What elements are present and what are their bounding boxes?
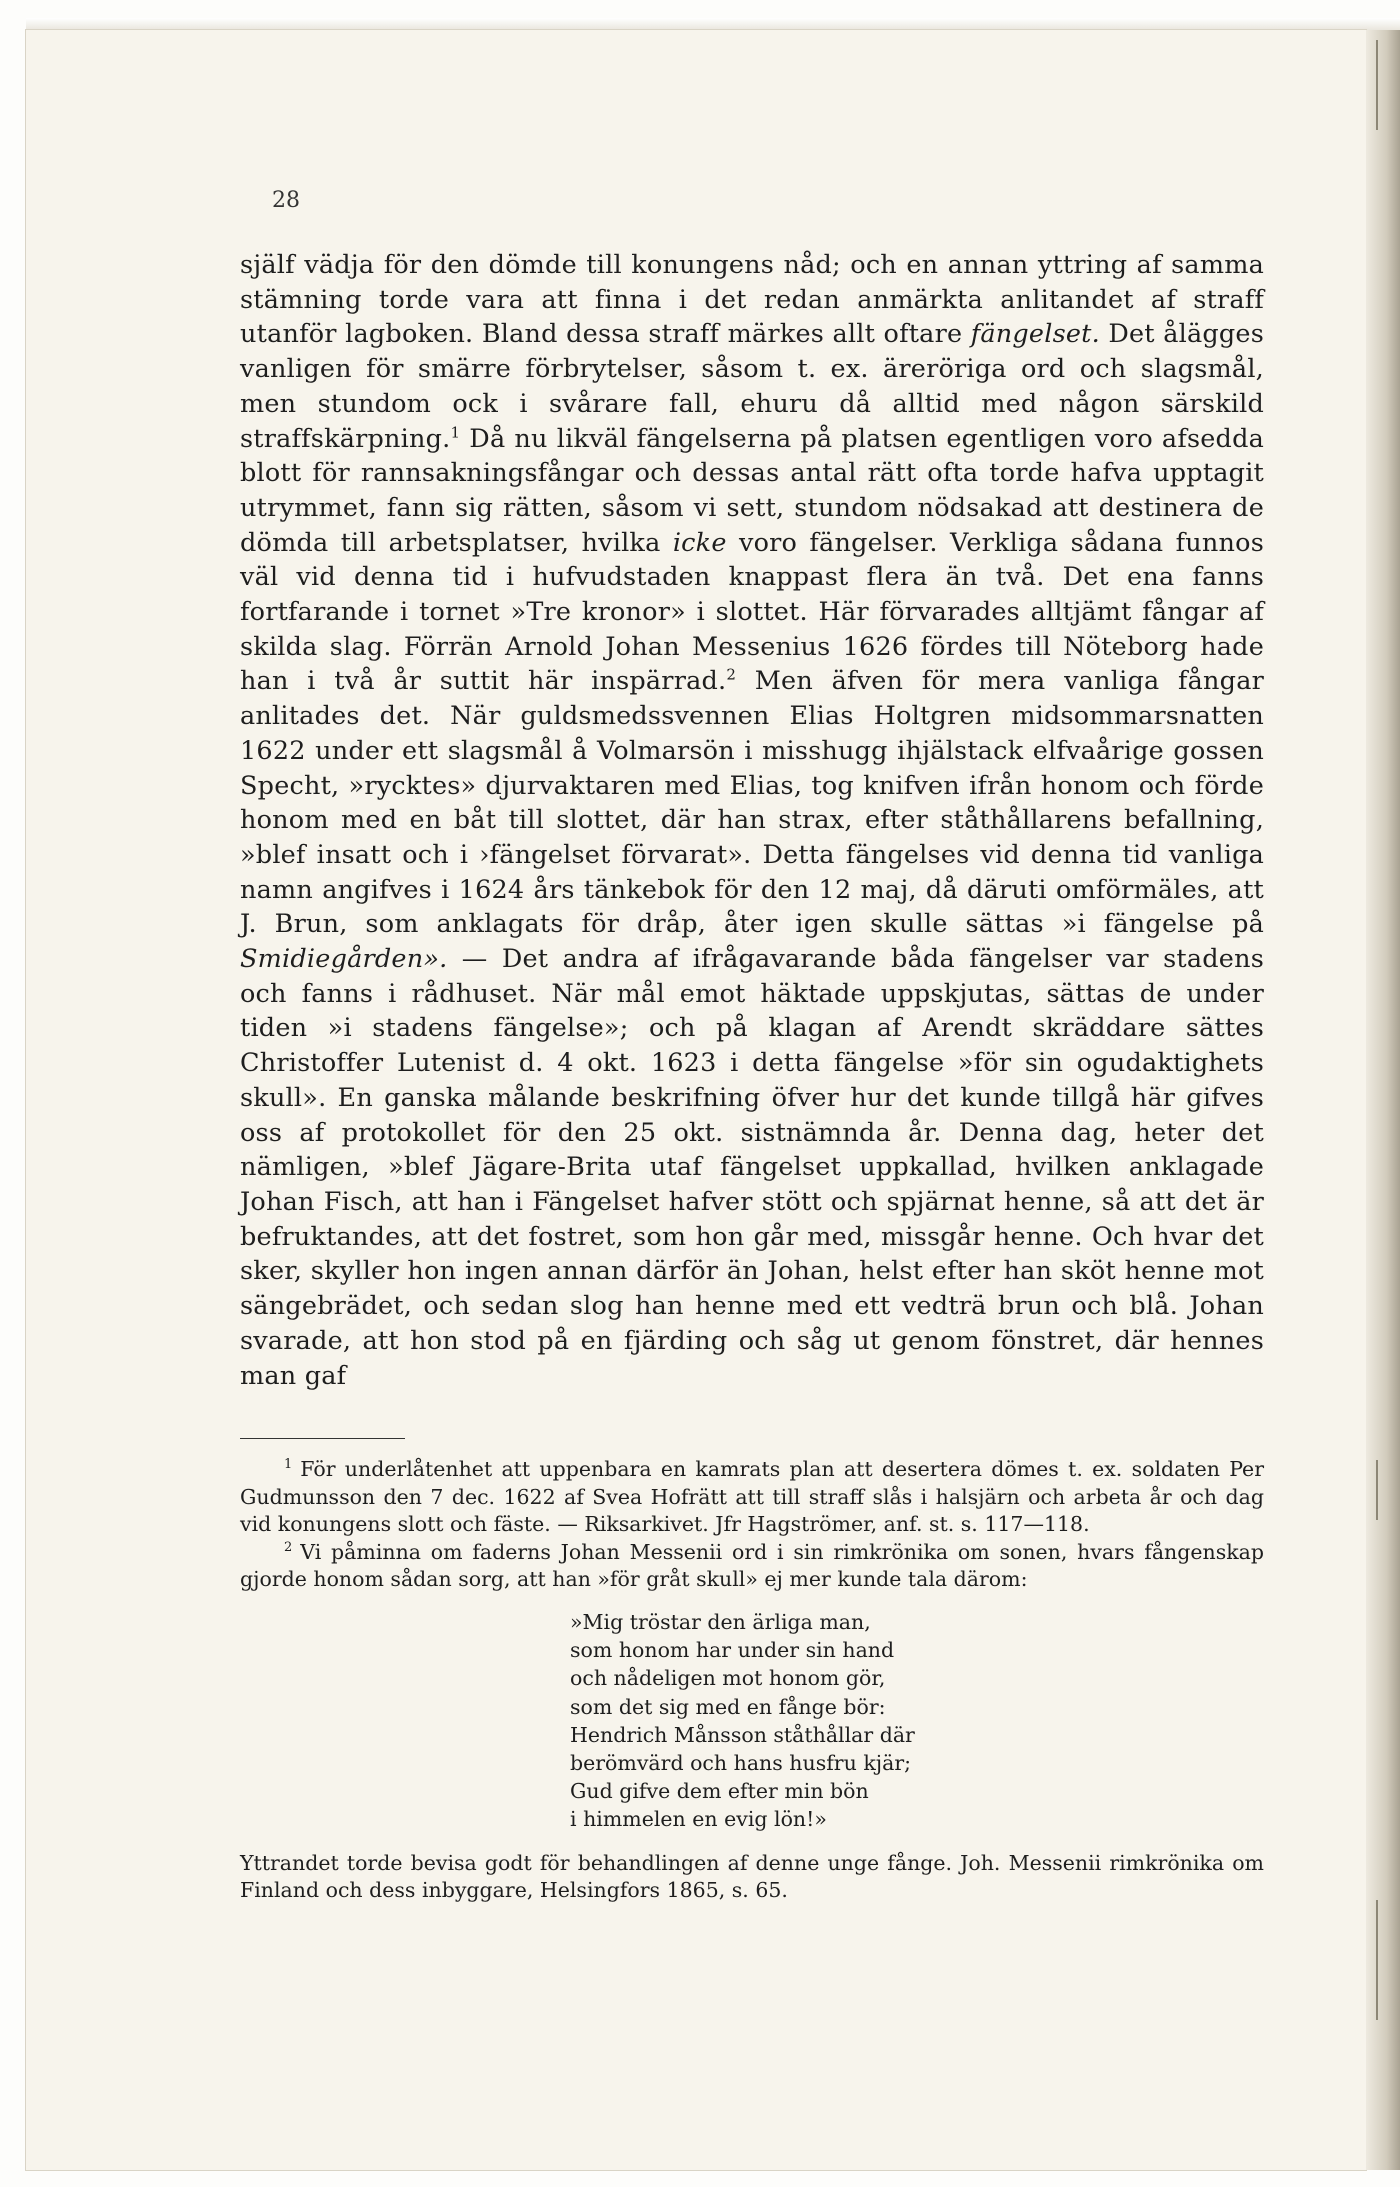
poem-line: som honom har under sin hand xyxy=(570,1638,895,1663)
footnote-text: Vi påminna om faderns Johan Messenii ord i sin rimkrönika om sonen, hvars fångenskap gjorde honom sådan sorg, att han »för gråt skull» ej mer kunde tala därom: xyxy=(240,1539,1264,1592)
footnote-reference[interactable]: 2 xyxy=(726,665,737,684)
poem-line: Gud gifve dem efter min bön xyxy=(570,1779,869,1804)
emphasis-text: icke xyxy=(672,527,727,558)
emphasis-text: fängelset. xyxy=(970,319,1100,350)
footnote-text: För underlåtenhet att uppenbara en kamrats plan att desertera dömes t. ex. soldaten Per Gudmunsson den 7 dec. 1622 af Svea Hofrätt att till straff slås i halsjärn och arbeta år och dag vid konungens slott och fäste. — Riksarkivet. Jfr Hagströmer, anf. st. s. 117—118. xyxy=(240,1457,1264,1537)
footnotes-section xyxy=(240,1456,1264,1905)
emphasis-text: Smidiegården». xyxy=(240,944,448,975)
footnote-number: 1 xyxy=(284,1457,293,1473)
edge-mark xyxy=(1376,1460,1378,1520)
poem-line: som det sig med en fånge bör: xyxy=(570,1694,886,1719)
page-number: 28 xyxy=(272,188,300,213)
paragraph-text: Men äfven för mera vanliga fångar anlitades det. När guldsmedssvennen Elias Holtgren midsommarsnatten 1622 under ett slagsmål å Volmarsön i misshugg ihjälstack elfvaårige gossen Specht, »rycktes» djurvaktaren med Elias, tog knifven ifrån honom och förde honom med en båt till slottet, där han strax, efter ståthållarens befallning, »blef insatt och i ›fängelset förvarat». Detta fängelses vid denna tid vanliga namn angifves i 1624 års tänkebok för den 12 maj, då däruti omförmäles, att J. Brun, som anklagats för dråp, åter igen skulle sättas »i fängelse på xyxy=(240,666,1264,940)
edge-mark xyxy=(1376,40,1378,130)
footnote-2 xyxy=(240,1539,1264,1594)
page-top-edge xyxy=(26,18,1400,30)
footnote-reference[interactable]: 1 xyxy=(450,423,461,442)
footnote-1 xyxy=(240,1456,1264,1539)
footnote-divider xyxy=(240,1438,405,1439)
edge-mark xyxy=(1376,1900,1378,2020)
paragraph-text: voro fängelser. Verkliga sådana funnos väl vid denna tid i hufvudstaden knappast flera än två. Det ena fanns fortfarande i tornet »Tre kronor» i slottet. Här förvarades alltjämt fångar af skilda slag. Förrän Arnold Johan Messenius 1626 fördes till Nöteborg hade han i två år suttit här inspärrad. xyxy=(240,527,1264,697)
main-text xyxy=(240,248,1264,1393)
poem-line: i himmelen en evig lön!» xyxy=(570,1807,827,1832)
poem-line: Hendrich Månsson ståthållar där xyxy=(570,1722,915,1747)
poem-quote xyxy=(570,1608,1264,1834)
paragraph-text: — Det andra af ifrågavarande båda fängelser var stadens och fanns i rådhuset. När mål emot häktade uppskjutas, sättas de under tiden »i stadens fängelse»; och på klagan af Arendt skräddare sättes Christoffer Lutenist d. 4 okt. 1623 i detta fängelse »för sin ogudaktighets skull». En ganska målande beskrifning öfver hur det kunde tillgå här gifves oss af protokollet för den 25 okt. sistnämnda år. Denna dag, heter det nämligen, »blef Jägare-Brita utaf fängelset uppkallad, hvilken anklagade Johan Fisch, att han i Fängelset hafver stött och spjärnat henne, så att det är befruktandes, att det fostret, som hon går med, missgår henne. Och hvar det sker, skyller hon ingen annan därför än Johan, helst efter han sköt henne mot sängebrädet, och sedan slog han henne med ett vedträ brun och blå. Johan svarade, att hon stod på en fjärding och såg ut genom fönstret, där hennes man gaf xyxy=(240,944,1264,1391)
poem-line: berömvärd och hans husfru kjär; xyxy=(570,1750,912,1775)
page-right-edge xyxy=(1366,30,1400,2170)
footnote-number: 2 xyxy=(284,1539,293,1555)
poem-line: »Mig tröstar den ärliga man, xyxy=(570,1609,871,1634)
paragraph-text: Det ålägges vanligen för smärre förbrytelser, såsom t. ex. ärerörigа ord och slagsmål, men stundom ock i svårare fall, ehuru då alltid med någon särskild straffskärpning. xyxy=(240,319,1264,454)
paragraph-text: Då nu likväl fängelserna på platsen egentligen voro afsedda blott för rannsakningsfångar och dessas antal rätt ofta torde hafva upptagit utrymmet, fann sig rätten, såsom vi sett, stundom nödsakad att destinera de dömda till arbetsplatser, hvilka xyxy=(240,423,1264,558)
paragraph-text: själf vädja för den dömde till konungens nåd; och en annan yttring af samma stämning torde vara att finna i det redan anmärkta anlitandet af straff utanför lagboken. Bland dessa straff märkes allt oftare xyxy=(240,250,1264,350)
footnote-2-continuation: Yttrandet torde bevisa godt för behandlingen af denne unge fånge. Joh. Messenii rimkrönika om Finland och dess inbyggare, Helsingfors 1865, s. 65. xyxy=(240,1850,1264,1903)
poem-line: och nådeligen mot honom gör, xyxy=(570,1666,886,1691)
